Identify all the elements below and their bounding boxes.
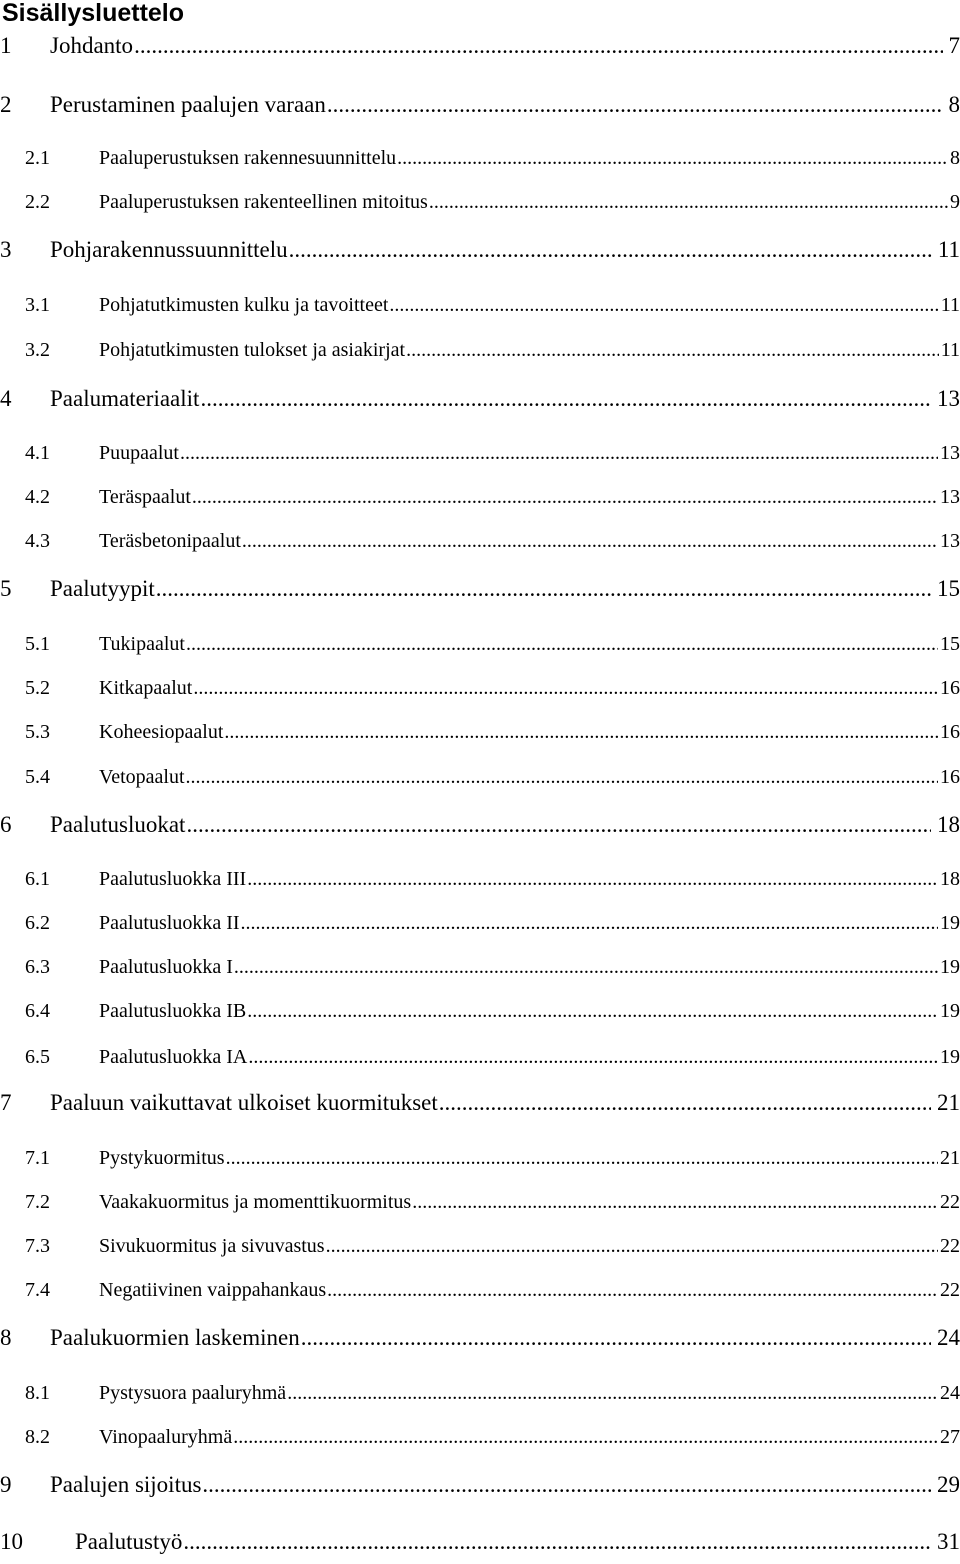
toc-entry-page-number: 13 (940, 530, 960, 552)
toc-entry-number: 7.4 (25, 1279, 50, 1301)
toc-entry[interactable] (0, 386, 960, 416)
toc-entry[interactable] (0, 812, 960, 842)
toc-entry-number: 3.1 (25, 294, 50, 316)
toc-entry-page-number: 13 (937, 386, 960, 411)
toc-entry[interactable] (25, 530, 960, 560)
toc-entry[interactable] (0, 1472, 960, 1502)
dot-leader (200, 386, 931, 412)
toc-entry-page-number: 19 (940, 956, 960, 978)
toc-entry-page-number: 24 (937, 1325, 960, 1350)
toc-entry-number: 1 (0, 33, 12, 58)
toc-entry[interactable] (0, 92, 960, 122)
toc-entry-label[interactable]: Johdanto (50, 33, 134, 58)
toc-entry-page-number: 11 (940, 294, 960, 316)
toc-entry-label[interactable]: Negatiivinen vaippahankaus (99, 1279, 327, 1301)
toc-entry-label[interactable]: Tukipaalut (99, 633, 185, 655)
toc-entry[interactable] (25, 868, 960, 898)
toc-entry[interactable] (0, 237, 960, 267)
toc-entry-number: 6.1 (25, 868, 50, 890)
dot-leader (192, 486, 938, 509)
dot-leader (183, 1529, 931, 1555)
toc-entry-label[interactable]: Teräsbetonipaalut (99, 530, 241, 552)
toc-entry-number: 7.1 (25, 1147, 50, 1169)
toc-entry[interactable] (25, 956, 960, 986)
dot-leader (226, 1147, 938, 1170)
toc-entry-page-number: 13 (940, 486, 960, 508)
dot-leader (389, 294, 938, 317)
toc-entry-number: 7.3 (25, 1235, 50, 1257)
toc-entry-number: 9 (0, 1472, 12, 1497)
dot-leader (247, 868, 938, 891)
toc-entry-page-number: 8 (948, 92, 960, 117)
toc-entry[interactable] (0, 1090, 960, 1120)
dot-leader (406, 339, 939, 362)
toc-entry-page-number: 19 (940, 912, 960, 934)
dot-leader (439, 1090, 931, 1116)
toc-entry-number: 2.2 (25, 191, 50, 213)
toc-entry-page-number: 21 (940, 1147, 960, 1169)
toc-entry-label[interactable]: Perustaminen paalujen varaan (50, 92, 326, 117)
toc-entry-number: 8.1 (25, 1382, 50, 1404)
toc-entry[interactable] (25, 633, 960, 663)
toc-entry-number: 5.2 (25, 677, 50, 699)
toc-entry[interactable] (25, 486, 960, 516)
toc-entry-label[interactable]: Vetopaalut (99, 766, 185, 788)
toc-entry-page-number: 7 (948, 33, 960, 58)
toc-title: Sisällysluettelo (2, 0, 185, 27)
toc-entry-number: 3.2 (25, 339, 50, 361)
toc-entry-page-number: 9 (950, 191, 960, 213)
toc-entry[interactable] (25, 1000, 960, 1030)
toc-entry-page-number: 11 (940, 339, 960, 361)
dot-leader (186, 766, 938, 789)
toc-entry-page-number: 8 (950, 147, 960, 169)
toc-entry-number: 4 (0, 386, 12, 411)
toc-entry-label[interactable]: Pystysuora paaluryhmä (99, 1382, 287, 1404)
toc-entry-page-number: 15 (940, 633, 960, 655)
toc-entry-label[interactable]: Paalutusluokka IA (99, 1046, 248, 1068)
toc-entry[interactable] (25, 1235, 960, 1265)
toc-entry[interactable] (25, 766, 960, 796)
dot-leader (186, 633, 938, 656)
toc-entry-page-number: 16 (940, 766, 960, 788)
toc-entry-page-number: 16 (940, 677, 960, 699)
toc-entry[interactable] (25, 1191, 960, 1221)
toc-entry-label[interactable]: Pohjatutkimusten kulku ja tavoitteet (99, 294, 389, 316)
toc-entry-number: 6.3 (25, 956, 50, 978)
toc-entry[interactable] (0, 1325, 960, 1355)
toc-entry-page-number: 22 (940, 1279, 960, 1301)
toc-entry-number: 4.1 (25, 442, 50, 464)
toc-entry-page-number: 15 (937, 576, 960, 601)
toc-entry-label[interactable]: Pohjarakennussuunnittelu (50, 237, 288, 262)
toc-entry[interactable] (25, 721, 960, 751)
toc-entry-page-number: 27 (940, 1426, 960, 1448)
toc-entry[interactable] (25, 1279, 960, 1309)
toc-entry-number: 7.2 (25, 1191, 50, 1213)
toc-entry-page-number: 31 (937, 1529, 960, 1554)
toc-entry[interactable] (25, 677, 960, 707)
toc-entry-number: 5.1 (25, 633, 50, 655)
toc-entry-number: 5 (0, 576, 12, 601)
toc-entry-page-number: 22 (940, 1235, 960, 1257)
toc-entry-page-number: 18 (940, 868, 960, 890)
toc-entry-label[interactable]: Vinopaaluryhmä (99, 1426, 233, 1448)
dot-leader (202, 1472, 931, 1498)
toc-entry-label[interactable]: Paalutusluokka I (99, 956, 233, 978)
dot-leader (180, 442, 938, 465)
toc-entry[interactable] (25, 147, 960, 177)
toc-entry-page-number: 18 (937, 812, 960, 837)
dot-leader (186, 812, 931, 838)
toc-entry[interactable] (0, 576, 960, 606)
toc-entry-number: 8.2 (25, 1426, 50, 1448)
toc-entry-page-number: 21 (937, 1090, 960, 1115)
dot-leader (241, 912, 938, 935)
toc-entry[interactable] (25, 191, 960, 221)
toc-entry[interactable] (25, 339, 960, 369)
toc-entry[interactable] (0, 1529, 960, 1559)
toc-entry-number: 2 (0, 92, 12, 117)
toc-entry[interactable] (25, 1382, 960, 1412)
toc-entry-number: 3 (0, 237, 12, 262)
dot-leader (248, 1046, 938, 1069)
toc-entry-page-number: 13 (940, 442, 960, 464)
dot-leader (327, 92, 943, 118)
toc-entry-label[interactable]: Paaluperustuksen rakenteellinen mitoitus (99, 191, 428, 213)
toc-entry-page-number: 11 (937, 237, 960, 262)
dot-leader (134, 33, 942, 59)
toc-entry-page-number: 24 (940, 1382, 960, 1404)
toc-entry-label[interactable]: Paalutustyö (75, 1529, 183, 1554)
dot-leader (412, 1191, 938, 1214)
dot-leader (326, 1235, 938, 1258)
toc-entry[interactable] (0, 33, 960, 63)
toc-entry-number: 4.2 (25, 486, 50, 508)
toc-entry-number: 10 (0, 1529, 23, 1554)
toc-entry-label[interactable]: Paaluperustuksen rakennesuunnittelu (99, 147, 397, 169)
toc-entry-label[interactable]: Paalutusluokka III (99, 868, 247, 890)
toc-entry-label[interactable]: Puupaalut (99, 442, 179, 464)
toc-entry-number: 7 (0, 1090, 12, 1115)
toc-entry-label[interactable]: Pohjatutkimusten tulokset ja asiakirjat (99, 339, 406, 361)
dot-leader (242, 530, 938, 553)
toc-entry[interactable] (25, 1426, 960, 1456)
toc-entry-label[interactable]: Paalujen sijoitus (50, 1472, 202, 1497)
dot-leader (301, 1325, 931, 1351)
toc-entry[interactable] (25, 1046, 960, 1076)
toc-entry[interactable] (25, 442, 960, 472)
toc-entry-number: 5.3 (25, 721, 50, 743)
dot-leader (327, 1279, 938, 1302)
toc-entry-label[interactable]: Kitkapaalut (99, 677, 193, 699)
toc-entry-number: 6.5 (25, 1046, 50, 1068)
toc-entry[interactable] (25, 912, 960, 942)
dot-leader (397, 147, 948, 170)
toc-entry-page-number: 22 (940, 1191, 960, 1213)
toc-entry-label[interactable]: Paalukuormien laskeminen (50, 1325, 300, 1350)
toc-entry-number: 6.2 (25, 912, 50, 934)
toc-entry-label[interactable]: Paaluun vaikuttavat ulkoiset kuormitukset (50, 1090, 438, 1115)
toc-entry-label[interactable]: Sivukuormitus ja sivuvastus (99, 1235, 325, 1257)
dot-leader (429, 191, 948, 214)
toc-entry-number: 8 (0, 1325, 12, 1350)
toc-entry-page-number: 29 (937, 1472, 960, 1497)
toc-entry-number: 6.4 (25, 1000, 50, 1022)
toc-entry-page-number: 19 (940, 1000, 960, 1022)
toc-entry-label[interactable]: Vaakakuormitus ja momenttikuormitus (99, 1191, 412, 1213)
toc-entry-number: 5.4 (25, 766, 50, 788)
toc-entry-label[interactable]: Paalumateriaalit (50, 386, 200, 411)
dot-leader (224, 721, 938, 744)
toc-entry-label[interactable]: Pystykuormitus (99, 1147, 225, 1169)
dot-leader (233, 1426, 938, 1449)
toc-entry-page-number: 16 (940, 721, 960, 743)
toc-entry-label[interactable]: Paalutusluokka II (99, 912, 240, 934)
toc-entry[interactable] (25, 294, 960, 324)
toc-entry-label[interactable]: Teräspaalut (99, 486, 191, 508)
toc-entry-number: 2.1 (25, 147, 50, 169)
toc-entry-label[interactable]: Paalutusluokka IB (99, 1000, 247, 1022)
toc-entry-number: 6 (0, 812, 12, 837)
toc-entry-page-number: 19 (940, 1046, 960, 1068)
toc-entry-number: 4.3 (25, 530, 50, 552)
dot-leader (234, 956, 938, 979)
toc-entry[interactable] (25, 1147, 960, 1177)
dot-leader (247, 1000, 938, 1023)
dot-leader (287, 1382, 938, 1405)
dot-leader (193, 677, 938, 700)
toc-entry-label[interactable]: Koheesiopaalut (99, 721, 224, 743)
dot-leader (156, 576, 931, 602)
toc-entry-label[interactable]: Paalutyypit (50, 576, 155, 601)
toc-entry-label[interactable]: Paalutusluokat (50, 812, 186, 837)
dot-leader (289, 237, 932, 263)
